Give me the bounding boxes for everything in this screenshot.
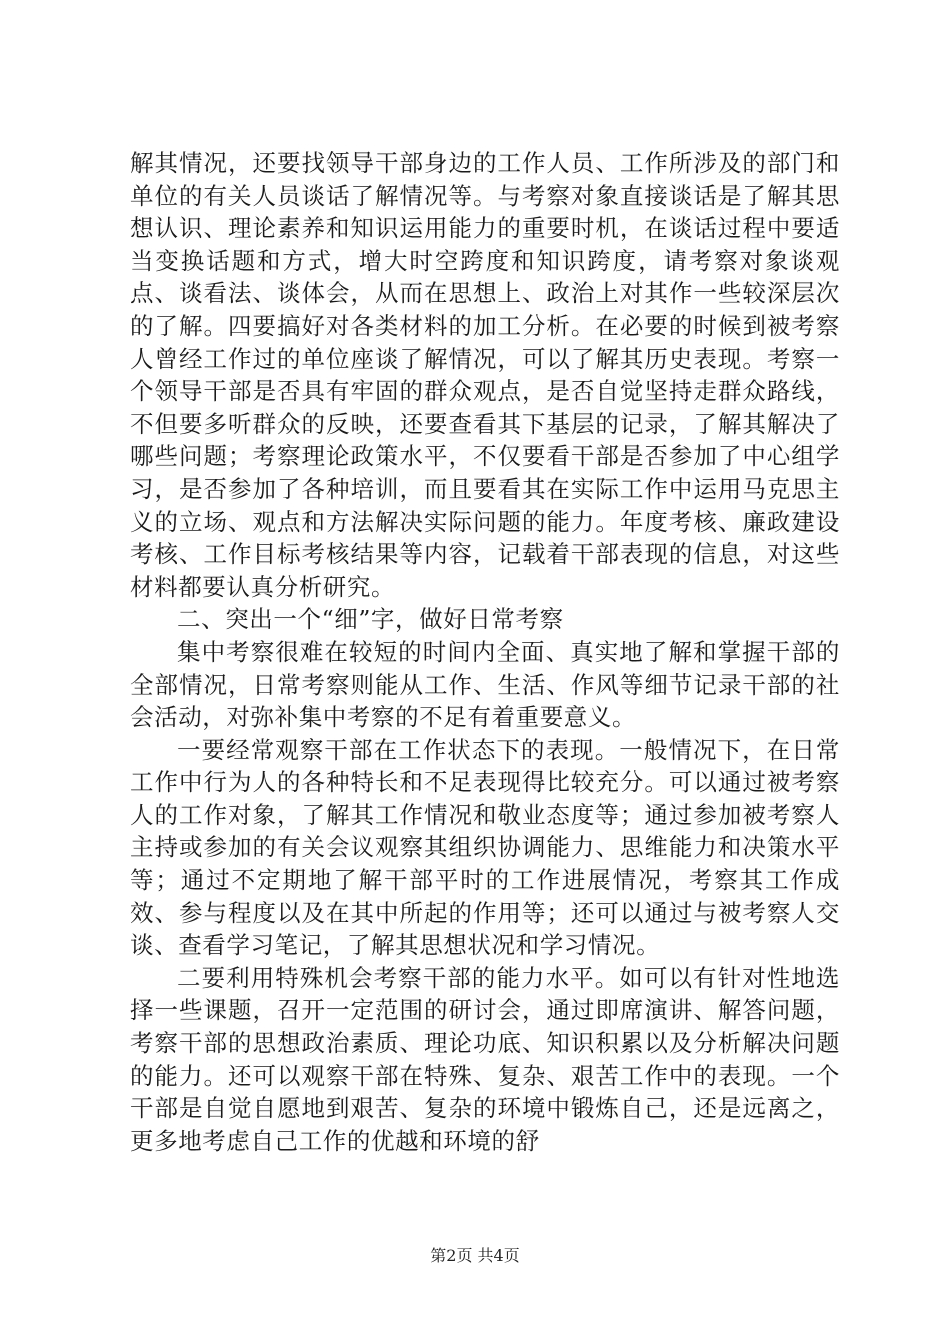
paragraph-2: 集中考察很难在较短的时间内全面、真实地了解和掌握干部的全部情况，日常考察则能从工作、生活、作风等细节记录干部的社会活动，对弥补集中考察的不足有着重要意义。	[130, 637, 840, 732]
section-heading: 二、突出一个“细”字，做好日常考察	[177, 605, 564, 634]
paragraph-3: 一要经常观察干部在工作状态下的表现。一般情况下，在日常工作中行为人的各种特长和不足表现得比较充分。可以通过被考察人的工作对象，了解其工作情况和敬业态度等；通过参加被考察人主持或参加的有关会议观察其组织协调能力、思维能力和决策水平等；通过不定期地了解干部平时的工作进展情况，考察其工作成效、参与程度以及在其中所起的作用等；还可以通过与被考察人交谈、查看学习笔记，了解其思想状况和学习情况。	[130, 735, 840, 960]
paragraph-4: 二要利用特殊机会考察干部的能力水平。如可以有针对性地选择一些课题，召开一定范围的研讨会，通过即席演讲、解答问题，考察干部的思想政治素质、理论功底、知识积累以及分析解决问题的能力。还可以观察干部在特殊、复杂、艰苦工作中的表现。一个干部是自觉自愿地到艰苦、复杂的环境中锻炼自己，还是远离之，更多地考虑自己工作的优越和环境的舒	[130, 963, 840, 1155]
page-number-footer: 第2页 共4页	[430, 1246, 520, 1265]
paragraph-1: 解其情况，还要找领导干部身边的工作人员、工作所涉及的部门和单位的有关人员谈话了解情况等。与考察对象直接谈话是了解其思想认识、理论素养和知识运用能力的重要时机，在谈话过程中要适当变换话题和方式，增大时空跨度和知识跨度，请考察对象谈观点、谈看法、谈体会，从而在思想上、政治上对其作一些较深层次的了解。四要搞好对各类材料的加工分析。在必要的时候到被考察人曾经工作过的单位座谈了解情况，可以了解其历史表现。考察一个领导干部是否具有牢固的群众观点，是否自觉坚持走群众路线，不但要多听群众的反映，还要查看其下基层的记录，了解其解决了哪些问题；考察理论政策水平，不仅要看干部是否参加了中心组学习，是否参加了各种培训，而且要看其在实际工作中运用马克思主义的立场、观点和方法解决实际问题的能力。年度考核、廉政建设考核、工作目标考核结果等内容，记载着干部表现的信息，对这些材料都要认真分析研究。	[130, 149, 840, 601]
document-body	[130, 147, 840, 1157]
